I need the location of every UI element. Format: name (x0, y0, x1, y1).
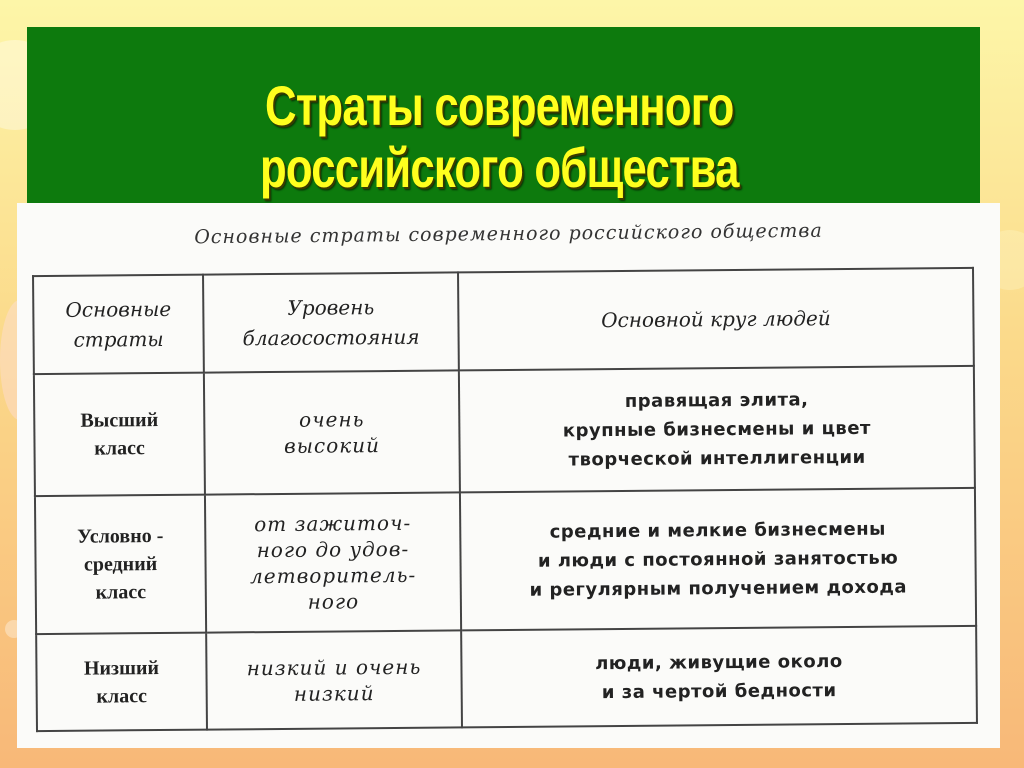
title-panel (27, 27, 980, 207)
cell-wealth: низкий и очень низкий (206, 630, 462, 729)
scanned-document (17, 203, 1000, 748)
header-strata: Основные страты (33, 275, 204, 374)
slide-title-line-1: Страты современного (265, 74, 734, 137)
cell-strata: Низший класс (36, 633, 207, 731)
cell-strata: Высший класс (34, 373, 205, 496)
cell-wealth: от зажиточ- ного до удов- летворитель- ного (205, 492, 461, 632)
cell-wealth: очень высокий (204, 370, 460, 494)
table-row (36, 626, 977, 731)
table-row (34, 366, 975, 496)
cell-people: люди, живущие около и за чертой бедности (461, 626, 977, 727)
table-caption: Основные страты современного российского общества (194, 219, 823, 249)
cell-strata: Условно - средний класс (35, 495, 206, 634)
cell-people: средние и мелкие бизнесмены и люди с постоянной занятостью и регулярным получением дохода (460, 488, 976, 630)
strata-table (32, 267, 978, 732)
slide-title (128, 75, 871, 199)
table-header-row (33, 268, 974, 374)
cell-people: правящая элита, крупные бизнесмены и цвет творческой интеллигенции (459, 366, 975, 492)
header-wealth: Уровень благосостояния (203, 272, 459, 372)
header-people: Основной круг людей (458, 268, 974, 370)
slide-title-line-2: российского общества (259, 136, 739, 199)
table-row (35, 488, 976, 634)
